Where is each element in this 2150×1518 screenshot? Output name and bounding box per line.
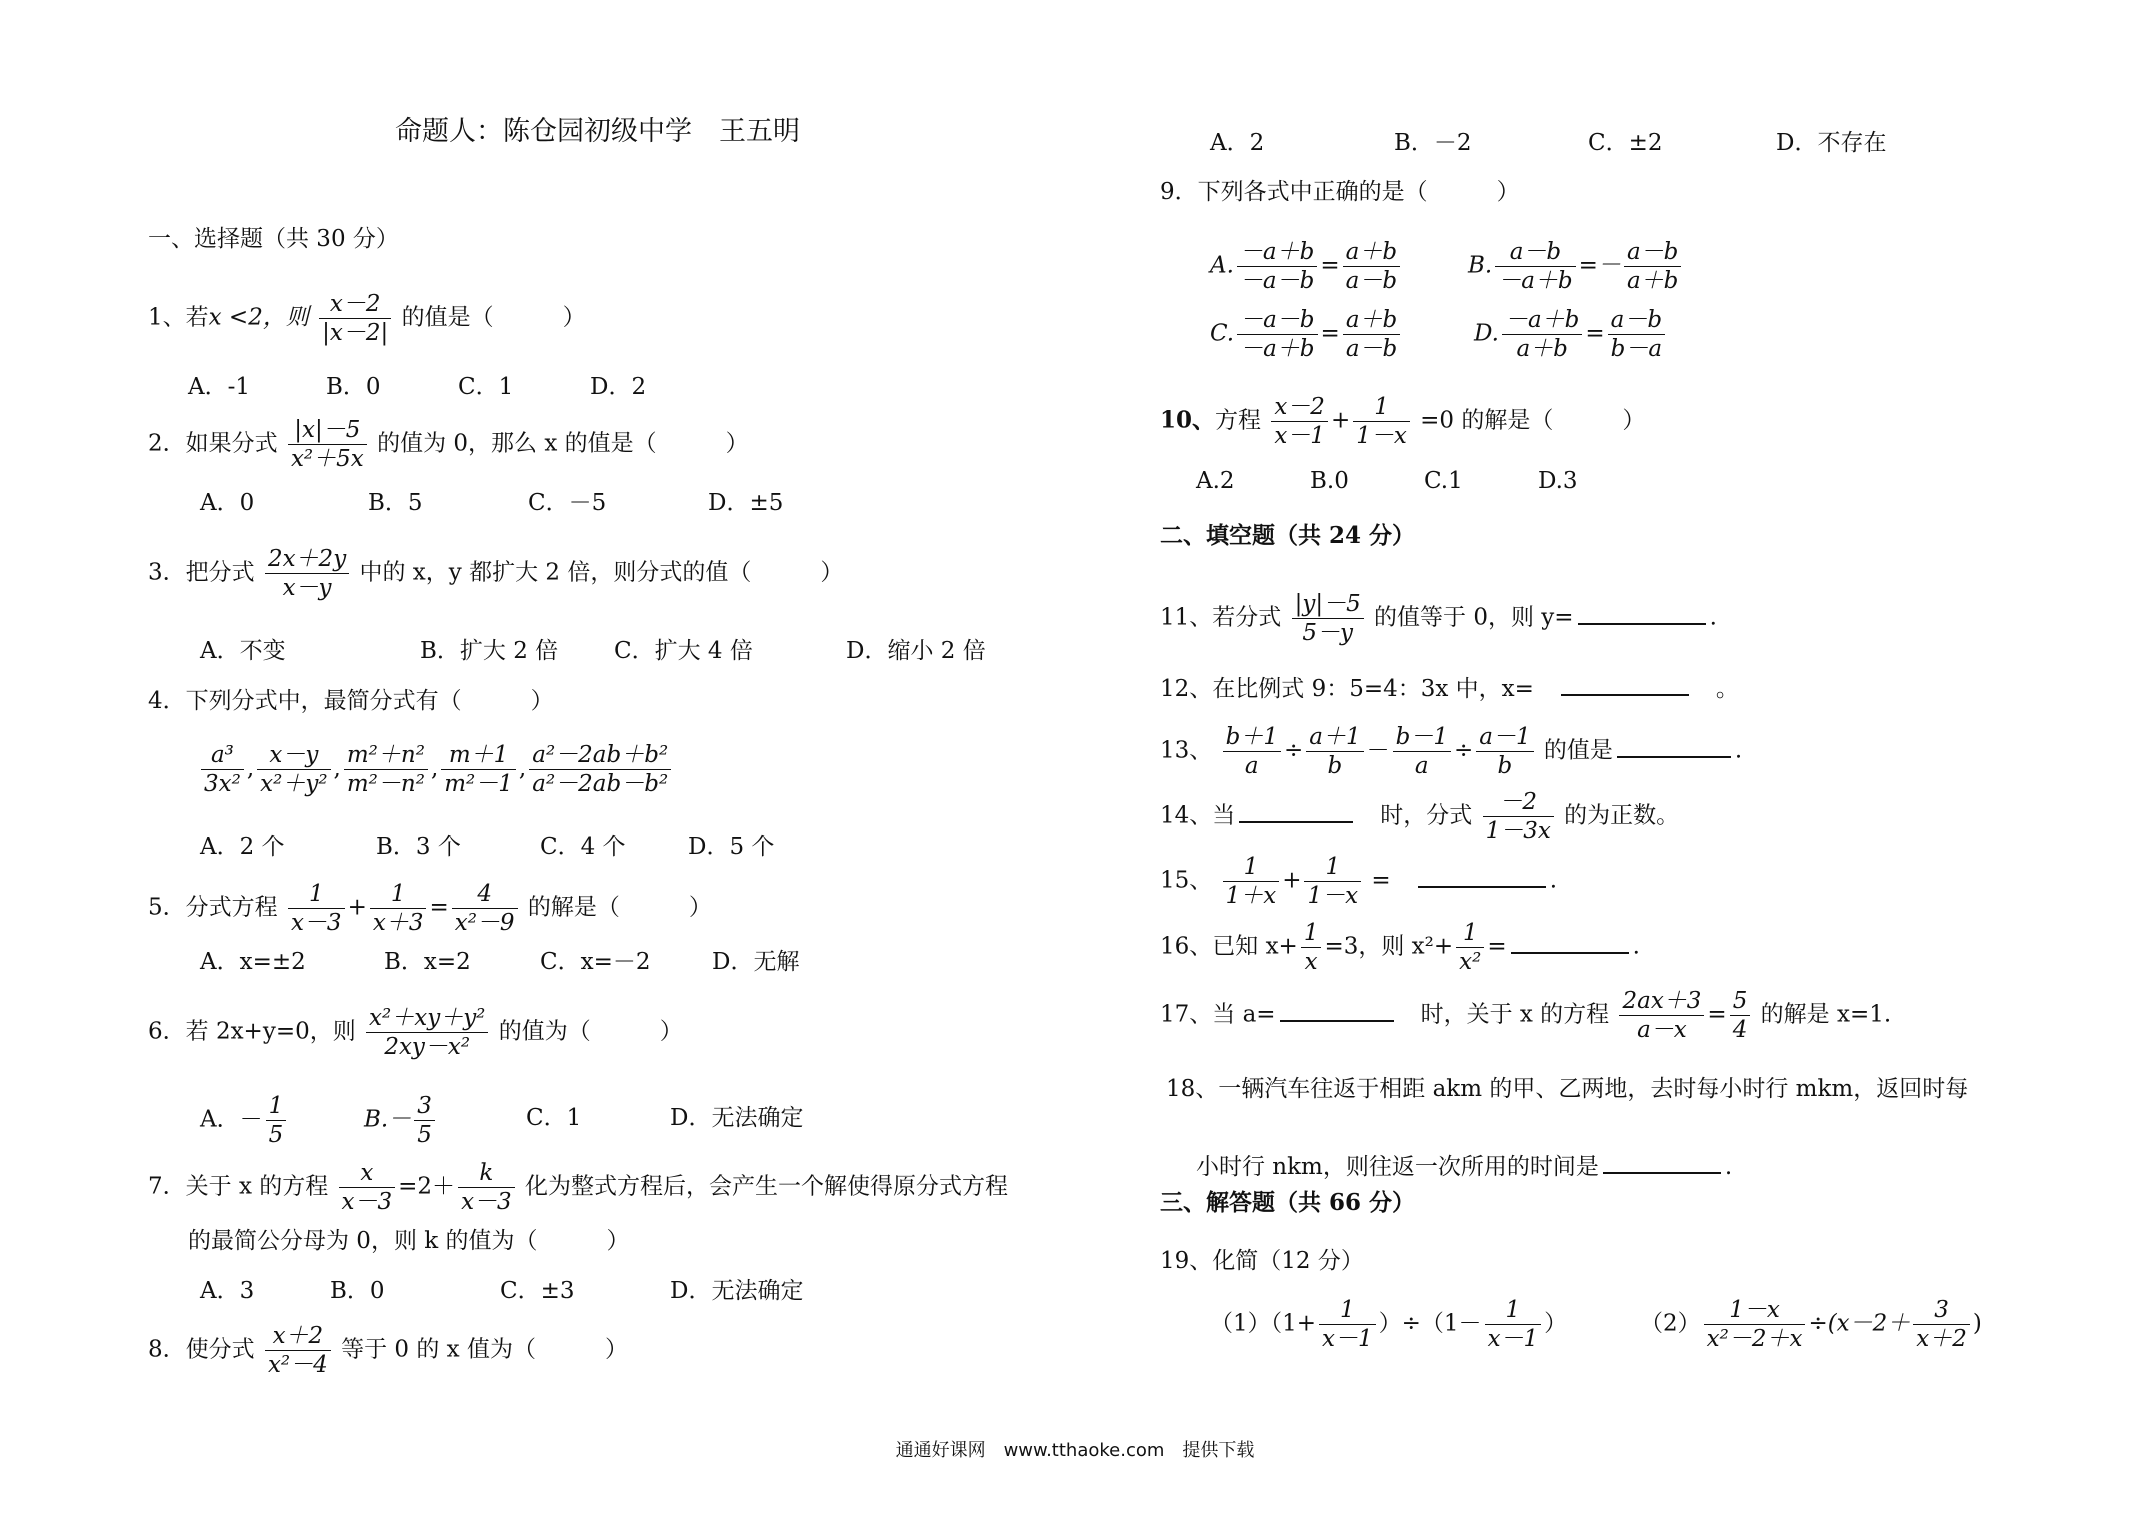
- q10-option-b: B.0: [1310, 468, 1349, 494]
- question-5: 5．分式方程 $\frac{1}{x-3}$ + $\frac{1}{x+3}$ = $\frac{4}{\text{x²－9}}$ 的解是（ ）: [148, 881, 712, 936]
- q6-option-d: D．无法确定: [670, 1105, 804, 1131]
- q11-blank[interactable]: [1578, 599, 1706, 625]
- question-16: 16、已知 x+ $\frac{1}{x}$ =3，则 x²+ $\frac{1}{\text{x²}}$ = .: [1160, 920, 1640, 975]
- q6-option-b: B.－ $\frac{3}{5}$: [364, 1092, 438, 1149]
- q7-option-a: A．3: [200, 1278, 255, 1304]
- q7-option-c: C．±3: [500, 1278, 575, 1304]
- question-9: 9．下列各式中正确的是（ ）: [1160, 179, 1520, 205]
- q3-option-a: A．不变: [200, 638, 286, 664]
- q1-option-a: A．-1: [188, 374, 251, 400]
- question-15: 15、 $\frac{1}{1+x}$ + $\frac{1}{1-x}$ = .: [1160, 854, 1557, 909]
- q9-option-a: A. $\frac{-a+b}{-a-b}$ = $\frac{a+b}{a-b}$: [1210, 238, 1403, 295]
- q1-fraction: $\frac{x-2}{|x-2|}$: [319, 290, 391, 347]
- q16-blank[interactable]: [1511, 928, 1629, 954]
- q18-blank[interactable]: [1603, 1148, 1721, 1174]
- q14-blank[interactable]: [1239, 797, 1353, 823]
- q2-option-c: C．－5: [528, 490, 607, 516]
- question-14: 14、当 时，分式 $\frac{-2}{1-3x}$ 的为正数。: [1160, 789, 1680, 844]
- question-2: 2．如果分式 $\frac{|x|-5}{\text{x²＋5x}}$ 的值为 0，那么 x 的值是（ ）: [148, 417, 749, 472]
- q19-part-1: （1）（1+ $\frac{1}{x-1}$ ）÷（1－ $\frac{1}{x-1}$ ）: [1210, 1297, 1568, 1352]
- question-12: 12、在比例式 9：5=4：3x 中，x= 。: [1160, 670, 1739, 704]
- q2-option-a: A．0: [200, 490, 255, 516]
- q2-option-d: D．±5: [708, 490, 784, 516]
- q9-option-c: C. $\frac{-a-b}{-a+b}$ = $\frac{a+b}{a-b}$: [1210, 306, 1403, 363]
- footer-credit: 通通好课网 www.tthaoke.com 提供下载: [895, 1440, 1255, 1461]
- q2-fraction: $\frac{|x|-5}{\text{x²＋5x}}$: [288, 416, 367, 473]
- section2-title: 二、填空题（共 24 分）: [1160, 522, 1416, 549]
- section1-title: 一、选择题（共 30 分）: [148, 226, 399, 252]
- q1-option-d: D．2: [590, 374, 647, 400]
- q4-option-c: C．4 个: [540, 834, 626, 860]
- q10-option-d: D.3: [1538, 468, 1578, 494]
- q3-fraction: $\frac{2x+2y}{x-y}$: [265, 545, 349, 602]
- q6-option-a: A．－ $\frac{1}{5}$: [200, 1092, 289, 1149]
- section3-title: 三、解答题（共 66 分）: [1160, 1189, 1416, 1216]
- question-18-line2: 小时行 nkm，则往返一次所用的时间是 .: [1196, 1148, 1732, 1182]
- q9-option-b: B. $\frac{a-b}{-a+b}$ =－ $\frac{a-b}{a+b}$: [1468, 238, 1684, 295]
- q8-option-a: A．2: [1210, 130, 1265, 156]
- q2-option-b: B．5: [368, 490, 423, 516]
- q13-blank[interactable]: [1617, 732, 1731, 758]
- question-1: 1、若x <2，则 $\frac{x-2}{|x-2|}$ 的值是（ ）: [148, 291, 586, 346]
- question-8: 8．使分式 $\frac{x+2}{\text{x²－4}}$ 等于 0 的 x 值为（ ）: [148, 1323, 628, 1378]
- q5-option-c: C．x=－2: [540, 949, 651, 975]
- question-3: 3．把分式 $\frac{2x+2y}{x-y}$ 中的 x，y 都扩大 2 倍，则分式的值（ ）: [148, 546, 844, 601]
- q4-option-a: A．2 个: [200, 834, 285, 860]
- q19-part-2: （2） $\frac{1-x}{\text{x²－2＋x}}$ ÷(x－2＋ $\frac{3}{x+2}$ ): [1640, 1297, 1982, 1352]
- q12-blank[interactable]: [1561, 670, 1689, 696]
- q7-option-b: B．0: [330, 1278, 385, 1304]
- q3-option-d: D．缩小 2 倍: [846, 638, 986, 664]
- q8-option-d: D．不存在: [1776, 130, 1887, 156]
- question-10: 10、方程 $\frac{x-2}{x-1}$ + $\frac{1}{1-x}$ =0 的解是（ ）: [1160, 394, 1646, 449]
- q3-option-b: B．扩大 2 倍: [420, 638, 559, 664]
- page-title: 命题人：陈仓园初级中学 王五明: [395, 116, 800, 147]
- question-4: 4．下列分式中，最简分式有（ ）: [148, 688, 554, 714]
- question-17: 17、当 a= 时，关于 x 的方程 $\frac{2ax+3}{a-x}$ = $\frac{5}{4}$ 的解是 x=1.: [1160, 988, 1892, 1043]
- q6-option-c: C．1: [526, 1105, 582, 1131]
- question-13: 13、 $\frac{b+1}{a}$ ÷ $\frac{a+1}{b}$ － $\frac{b-1}{a}$ ÷ $\frac{a-1}{b}$ 的值是 .: [1160, 724, 1743, 779]
- q5-option-b: B．x=2: [384, 949, 471, 975]
- question-7-line2: 的最简公分母为 0，则 k 的值为（ ）: [188, 1228, 630, 1254]
- q17-blank[interactable]: [1280, 996, 1394, 1022]
- q4-option-b: B．3 个: [376, 834, 461, 860]
- q3-option-c: C．扩大 4 倍: [614, 638, 753, 664]
- question-18: 18、一辆汽车往返于相距 akm 的甲、乙两地，去时每小时行 mkm，返回时每: [1166, 1076, 1969, 1102]
- question-19: 19、化简（12 分）: [1160, 1248, 1364, 1274]
- q7-option-d: D．无法确定: [670, 1278, 804, 1304]
- q15-blank[interactable]: [1418, 862, 1546, 888]
- q1-option-c: C．1: [458, 374, 514, 400]
- q9-option-d: D. $\frac{-a+b}{a+b}$ = $\frac{a-b}{b-a}$: [1474, 306, 1668, 363]
- question-6: 6．若 2x+y=0，则 $\frac{\text{x²＋xy＋y²}}{\text{2xy－x²}}$ 的值为（ ）: [148, 1005, 683, 1060]
- q8-option-c: C．±2: [1588, 130, 1663, 156]
- q10-option-a: A.2: [1196, 468, 1235, 494]
- question-11: 11、若分式 $\frac{|y|-5}{5-y}$ 的值等于 0，则 y= .: [1160, 591, 1717, 646]
- q5-option-a: A．x=±2: [200, 949, 306, 975]
- q4-fractions: $\frac{\text{a³}}{\text{3x²}}$ , $\frac{x-y}{\text{x²＋y²}}$ , $\frac{\text{m²＋n²}}{\text{m²－n²}}$ , $\frac{m+1}{\text{m²－1}}$ , $\frac{\text{a²－2ab＋b²}}{\text{a²－2ab－b²}}$: [198, 741, 674, 798]
- q5-option-d: D．无解: [712, 949, 800, 975]
- right-column: [1110, 0, 2150, 1518]
- q8-option-b: B．－2: [1394, 130, 1472, 156]
- q10-option-c: C.1: [1424, 468, 1463, 494]
- q1-option-b: B．0: [326, 374, 381, 400]
- q4-option-d: D．5 个: [688, 834, 775, 860]
- question-7: 7．关于 x 的方程 $\frac{x}{x-3}$ =2＋ $\frac{k}{x-3}$ 化为整式方程后，会产生一个解使得原分式方程: [148, 1160, 1008, 1215]
